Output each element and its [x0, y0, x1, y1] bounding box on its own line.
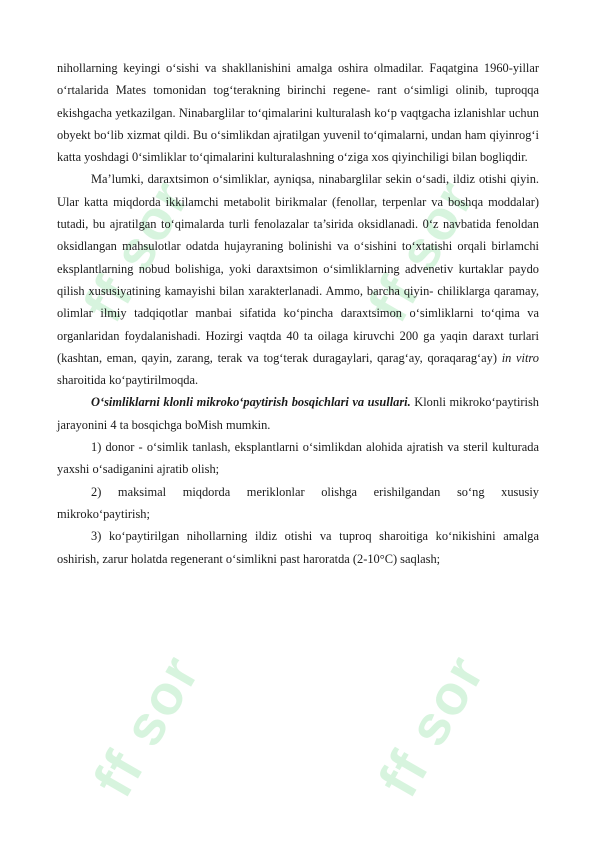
paragraph-intro: nihollarning keyingi o‘sishi va shakllanishini amalga oshira olmadilar. Faqatgina 1960-yillar o‘rtalarida Mates tomonidan tog‘terakning birinchi regene- rant o‘simligi olinib, tuproqqa ekishgacha yetkazilgan. Ninabarglilar to‘qimalarini kulturalash ko‘p vaqtgacha izlanishlar uchun obyekt bo‘lib xizmat qildi. Bu o‘simlikdan ajratilgan yuvenil to‘qimalarni, undan ham qiyinrog‘i katta yoshdagi 0‘simliklar to‘qimalarini kulturalashning o‘ziga xos qiyinchiligi bilan bogliqdir. [57, 61, 539, 165]
section-heading: O‘simliklarni klonli mikroko‘paytirish bosqichlari va usullari. [91, 395, 411, 410]
paragraph-text: Ma’lumki, daraxtsimon o‘simliklar, ayniqsa, ninabarglilar sekin o‘sadi, ildiz otishi qiyin. Ular katta miqdorda ikkilamchi metabolit birikmalar (fenollar, terpenlar va boshqa moddalar) tutadi, bu ajratilgan to‘qimalarda turli fenolazalar ta’sirida oksidlanadi. 0‘z navbatida fenoldan oksidlangan mahsulotlar odatda hujayraning bolinishi va o‘sishini to‘xtatishi orqali birlamchi eksplantlarning nobud bolishiga, yoki daraxtsimon o‘simliklarning advenetiv kurtaklar paydo qilish xususiyatining kamayishi bilan xarakterlanadi. Ammo, barcha qiyin- chiliklarga qaramay, olimlar ilmiy tadqiqotlar manbai sifatida ko‘pincha daraxtsimon o‘simliklarni to‘qima va organlaridan foydalanishadi. Hozirgi vaqtda 40 ta oilaga kiruvchi 200 ga yaqin daraxt turlari (kashtan, eman, qayin, zarang, terak va tog‘terak duragaylari, qarag‘ay, qoraqarag‘ay) [57, 172, 539, 365]
watermark-text: ff sor [355, 168, 487, 332]
in-vitro-term: in vitro [501, 350, 539, 365]
paragraph-text: Klonli mikroko‘paytirish jarayonini 4 ta bosqichga boMish mumkin. [57, 395, 539, 432]
list-item-step-3: 3) ko‘paytirilgan nihollarning ildiz otishi va tuproq sharoitiga ko‘nikishini amalga oshirish, zarur holatda regenerant o‘simlikni past haroratda (2-10°C) saqlash; [57, 529, 539, 566]
watermark-text: ff sor [365, 643, 497, 807]
list-item-step-2: 2) maksimal miqdorda meriklonlar olishga erishilgandan so‘ng xususiy mikroko‘paytirish; [57, 484, 539, 521]
paragraph-section-heading [57, 391, 539, 436]
list-item-step-1: 1) donor - o‘simlik tanlash, eksplantlarni o‘simlikdan alohida ajratish va steril kulturada yaxshi o‘sadiganini ajratib olish; [57, 440, 539, 477]
document-page [57, 57, 539, 570]
watermark-text: ff sor [70, 168, 202, 332]
watermark-text: ff sor [80, 643, 212, 807]
paragraph-woody-plants [57, 168, 539, 391]
paragraph-text: sharoitida ko‘paytirilmoqda. [57, 373, 199, 388]
